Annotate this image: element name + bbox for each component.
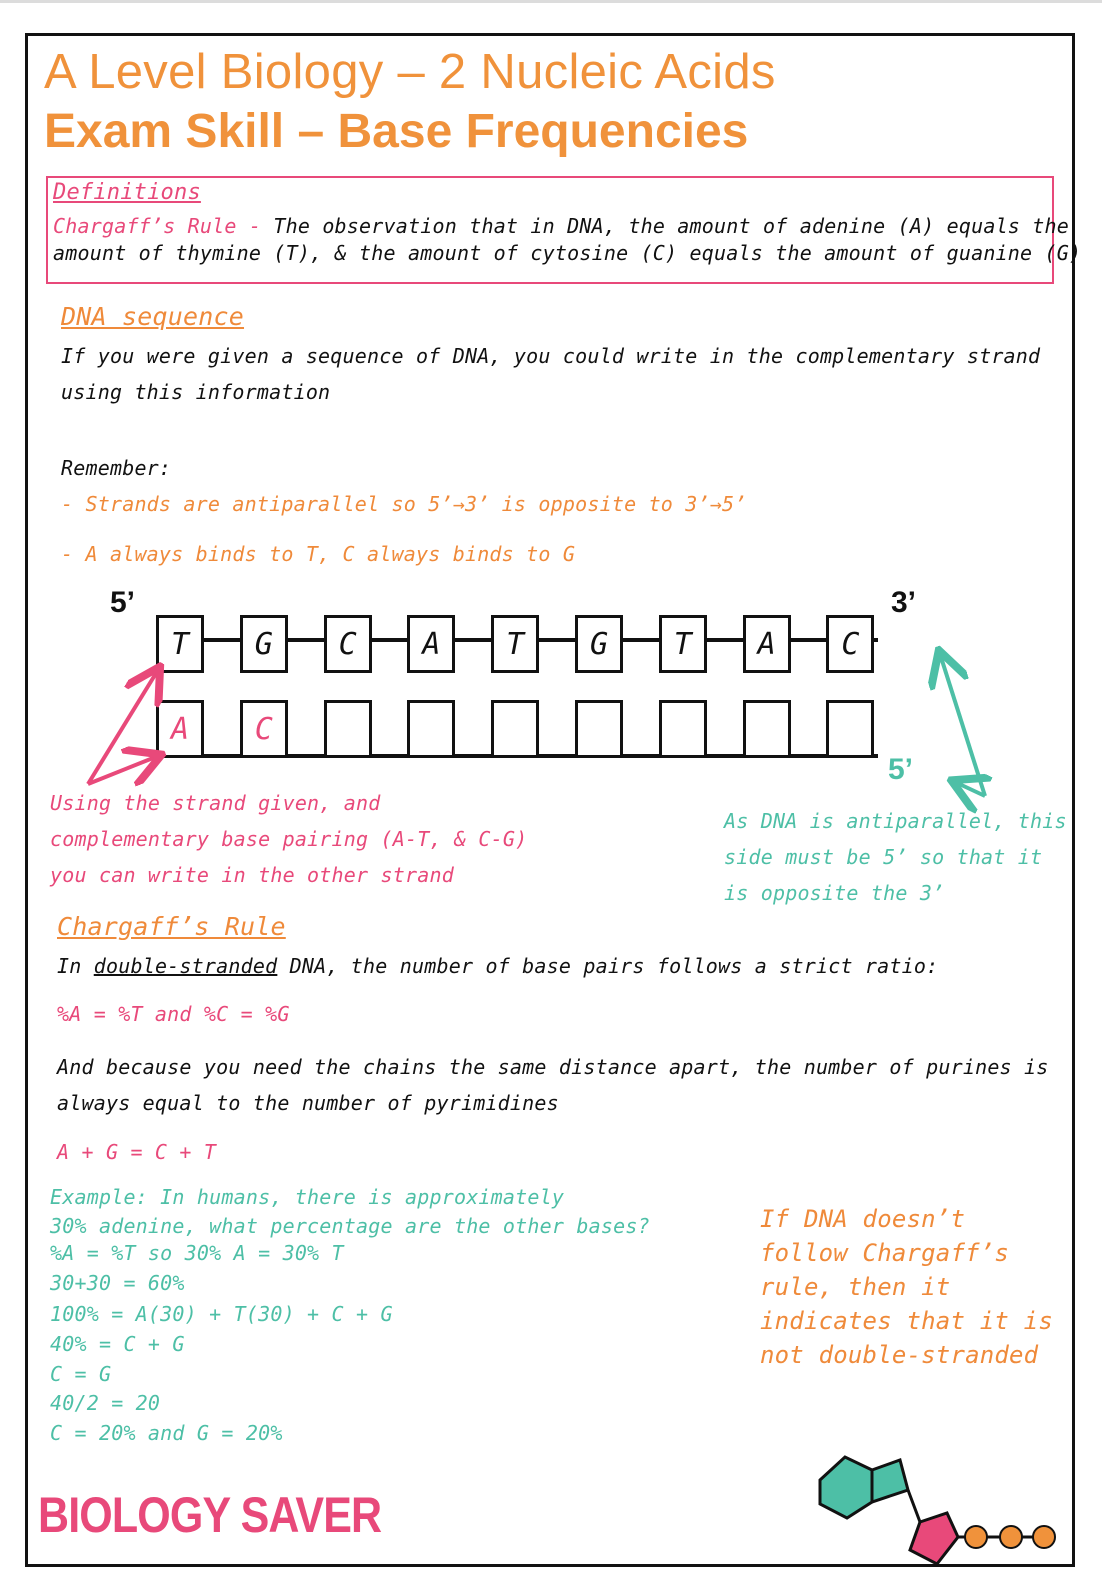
example-line: C = G [50,1362,112,1386]
example-line: 30+30 = 60% [50,1271,185,1295]
bottom-strand-5-prime-label: 5’ [888,753,914,786]
chargaff-formula-1: %A = %T and %C = %G [57,1002,290,1026]
bottom-strand-base-box: C [240,700,288,758]
dna-sequence-heading: DNA sequence [61,302,245,331]
top-strand-base-box: G [575,615,623,673]
bottom-strand-base-box: A [156,700,204,758]
chargaff-line-2: And because you need the chains the same distance apart, the number of purines is [57,1055,1049,1079]
dna-sequence-line-2: using this information [61,380,331,404]
definition-text-1: The observation that in DNA, the amount of adenine (A) equals the [261,214,1070,238]
example-line: 40/2 = 20 [50,1391,161,1415]
left-note-line-2: complementary base pairing (A-T, & C-G) [50,827,528,851]
chargaff-heading: Chargaff’s Rule [57,912,286,941]
left-note-line-3: you can write in the other strand [50,863,454,887]
left-note-line-1: Using the strand given, and [50,791,381,815]
remember-label: Remember: [61,456,172,480]
side-note-line: indicates that it is [760,1307,1053,1335]
nucleotide-molecule-icon [800,1440,1070,1575]
top-strand-base-box: C [324,615,372,673]
dna-sequence-line-1: If you were given a sequence of DNA, you could write in the complementary strand [61,344,1041,368]
double-stranded-term: double-stranded [93,954,278,978]
right-note-line-2: side must be 5’ so that it [724,845,1043,869]
definition-line-2: amount of thymine (T), & the amount of cytosine (C) equals the amount of guanine (G) [53,241,1082,265]
definitions-heading: Definitions [53,180,201,205]
side-note-line: If DNA doesn’t [760,1205,966,1233]
example-line: 30% adenine, what percentage are the other bases? [50,1214,650,1238]
example-line: %A = %T so 30% A = 30% T [50,1241,344,1265]
chargaff-line-1 [57,954,938,978]
example-line: C = 20% and G = 20% [50,1421,283,1445]
top-strand-base-box: C [826,615,874,673]
top-strand-base-box: T [156,615,204,673]
top-strand-base-box: G [240,615,288,673]
right-note-line-3: is opposite the 3’ [724,881,945,905]
top-strand-base-box: T [491,615,539,673]
page-title: A Level Biology – 2 Nucleic Acids [44,45,776,99]
page-subtitle: Exam Skill – Base Frequencies [44,105,749,158]
top-strand-base-box: T [659,615,707,673]
example-line: Example: In humans, there is approximately [50,1185,565,1209]
top-strand-base-box: A [407,615,455,673]
side-note-line: not double-stranded [760,1341,1039,1369]
top-strand-3-prime-label: 3’ [891,586,917,619]
pink-arrow-to-top-strand [88,670,158,784]
chargaff-line-3: always equal to the number of pyrimidines [57,1091,559,1115]
remember-bullet-2: - A always binds to T, C always binds to G [61,542,576,566]
side-note-line: follow Chargaff’s [760,1239,1010,1267]
definition-term: Chargaff’s Rule - [53,214,262,238]
teal-arrow-to-3-prime [940,654,985,796]
biology-saver-logo: BIOLOGY SAVER [38,1487,382,1543]
chargaff-formula-2: A + G = C + T [57,1140,217,1164]
right-note-line-1: As DNA is antiparallel, this [724,809,1067,833]
top-strand-base-box: A [743,615,791,673]
remember-bullet-1: - Strands are antiparallel so 5’→3’ is opposite to 3’→5’ [61,492,747,516]
chargaff-line-1-start: In [57,954,94,978]
side-note-line: rule, then it [760,1273,951,1301]
chargaff-line-1-end: DNA, the number of base pairs follows a strict ratio: [277,954,939,978]
example-line: 40% = C + G [50,1332,185,1356]
top-strand-5-prime-label: 5’ [110,586,136,619]
example-line: 100% = A(30) + T(30) + C + G [50,1302,393,1326]
